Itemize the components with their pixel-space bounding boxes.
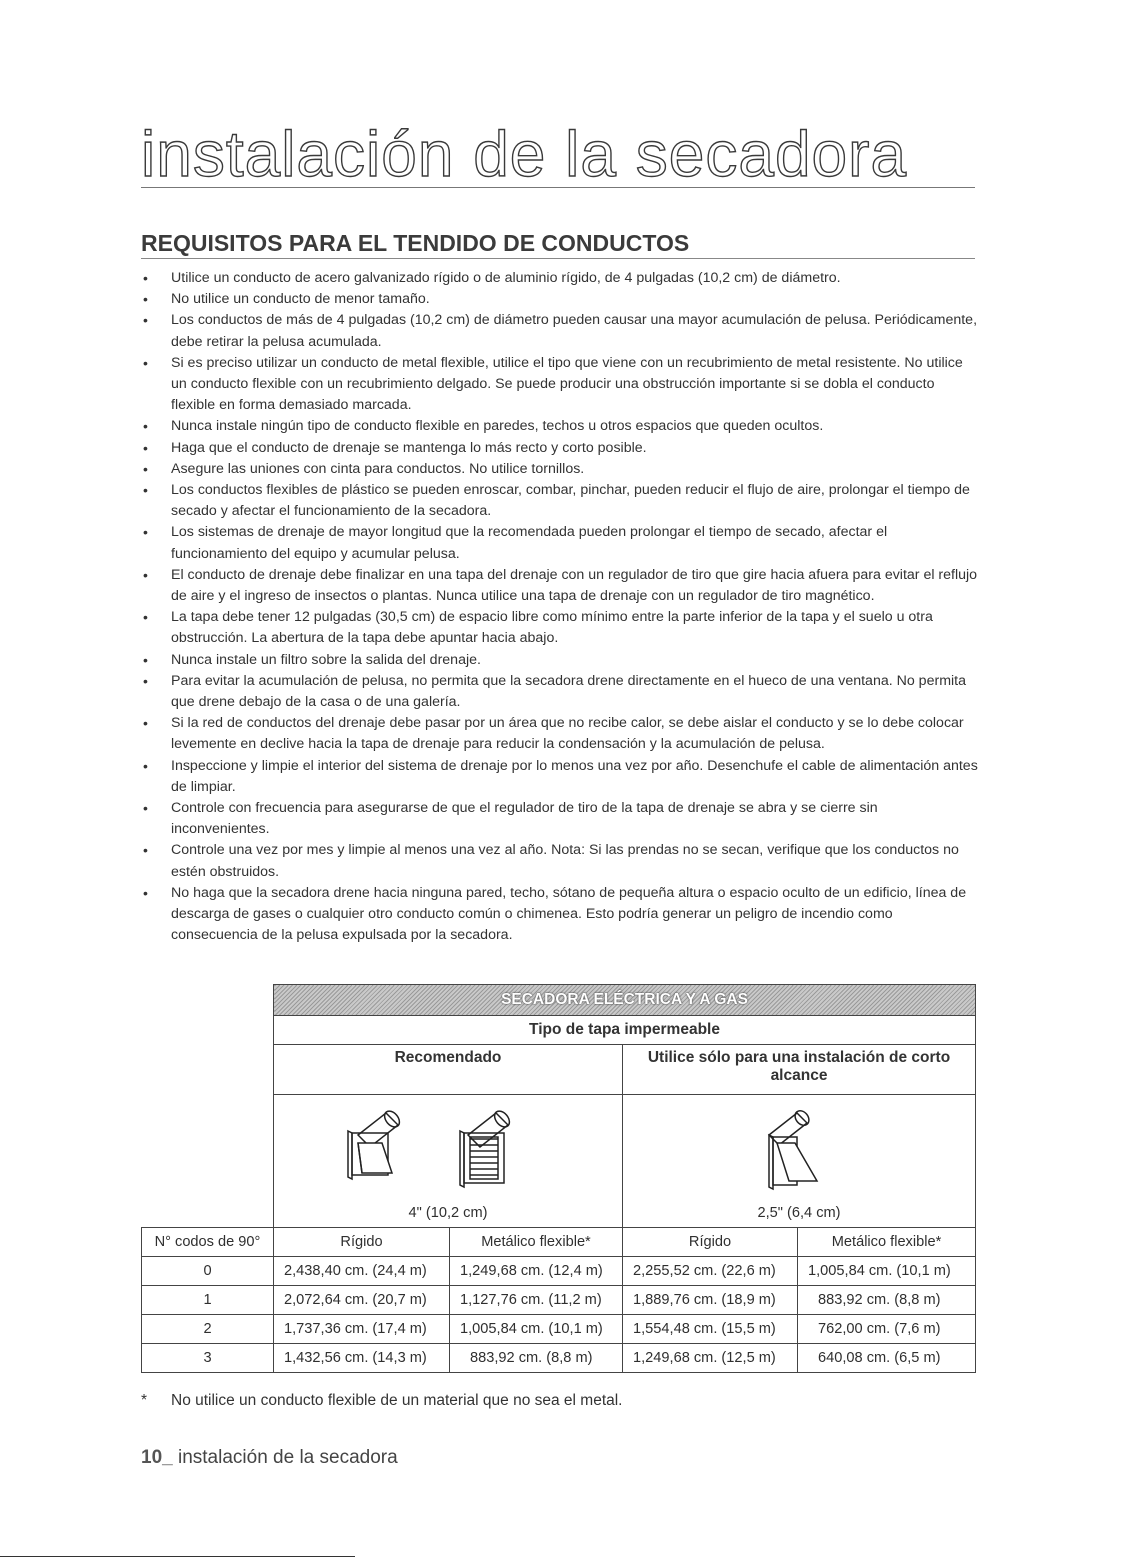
list-item: • Inspeccione y limpie el interior del sistema de drenaje por lo menos una vez por año. Desenchufe el cable de alimentación antes de limpiar. [143, 757, 978, 795]
elbow-count: 2 [142, 1315, 274, 1344]
bullet-icon: • [143, 524, 148, 541]
bullet-icon: • [143, 651, 148, 668]
list-item: • Utilice un conducto de acero galvanizado rígido o de aluminio rígido, de 4 pulgadas (10,2 cm) de diámetro. [141, 268, 979, 289]
col-short-reach: Utilice sólo para una instalación de corto alcance [623, 1045, 976, 1095]
short-reach-cap-illustration [623, 1095, 976, 1200]
title-rule [141, 187, 975, 188]
list-item: • No haga que la secadora drene hacia ninguna pared, techo, sótano de pequeña altura o espacio oculto de un edificio, línea de descarga de gases o cualquier otro conducto común o chimenea. Esto podría generar un peligro de incendio como consecuencia de la pelusa expulsada por la secadora. [143, 884, 967, 944]
bullet-icon: • [143, 800, 148, 817]
rigid-25in-value: 1,889,76 cm. (18,9 m) [623, 1286, 798, 1315]
bullet-icon: • [143, 566, 148, 583]
recommended-caps-illustration [274, 1095, 623, 1200]
list-item: • Los sistemas de drenaje de mayor longitud que la recomendada pueden prolongar el tiempo de secado, afectar el funcionamiento del equipo y acumular pelusa. [143, 524, 888, 562]
rigid-25in-value: 1,554,48 cm. (15,5 m) [623, 1315, 798, 1344]
section-rule [141, 258, 975, 259]
col-recommended: Recomendado [274, 1045, 623, 1095]
bullet-icon: • [143, 757, 148, 774]
list-item: • La tapa debe tener 12 pulgadas (30,5 cm) de espacio libre como mínimo entre la parte inferior de la tapa y el suelo u otra obstrucción. La abertura de la tapa debe apuntar hacia abajo. [143, 609, 933, 647]
elbow-count: 0 [142, 1257, 274, 1286]
flex-25in-value: 640,08 cm. (6,5 m) [798, 1344, 976, 1373]
subheader-flex: Metálico flexible* [798, 1228, 976, 1257]
rigid-4in-value: 2,072,64 cm. (20,7 m) [274, 1286, 450, 1315]
size-recommended: 4" (10,2 cm) [274, 1199, 623, 1228]
table-row [142, 1257, 976, 1286]
flex-25in-value: 762,00 cm. (7,6 m) [798, 1315, 976, 1344]
bullet-icon: • [143, 418, 148, 435]
list-item: • No utilice un conducto de menor tamaño. [141, 289, 979, 310]
page-number: 10_ [141, 1447, 173, 1468]
list-item: • Para evitar la acumulación de pelusa, no permita que la secadora drene directamente en el hueco de una ventana. No permita que drene debajo de la casa o de una galería. [143, 672, 966, 711]
flex-4in-value: 883,92 cm. (8,8 m) [450, 1344, 623, 1373]
flex-4in-value: 1,127,76 cm. (11,2 m) [450, 1286, 623, 1315]
bullet-icon: • [143, 312, 148, 329]
flex-25in-value: 883,92 cm. (8,8 m) [798, 1286, 976, 1315]
rigid-4in-value: 2,438,40 cm. (24,4 m) [274, 1257, 450, 1286]
bullet-icon: • [143, 270, 148, 286]
subheader-rigid: Rígido [274, 1228, 450, 1257]
list-item: • Controle una vez por mes y limpie al menos una vez al año. Nota: Si las prendas no se secan, verifique que los conductos no estén obstruidos. [143, 842, 959, 880]
rigid-25in-value: 2,255,52 cm. (22,6 m) [623, 1257, 798, 1286]
table-header-main: SECADORA ELÉCTRICA Y A GAS [274, 985, 976, 1016]
bullet-icon: • [143, 439, 148, 456]
footnote-text: No utilice un conducto flexible de un material que no sea el metal. [171, 1392, 623, 1409]
table-header-sub: Tipo de tapa impermeable [274, 1016, 976, 1045]
subheader-flex: Metálico flexible* [450, 1228, 623, 1257]
vent-cap-icon [318, 1095, 578, 1195]
footnote [141, 1392, 623, 1410]
list-item: • El conducto de drenaje debe finalizar en una tapa del drenaje con un regulador de tiro que gire hacia afuera para evitar el reflujo de aire y el ingreso de insectos o plantas. Nunca utilice una tapa de drenaje con un regulador de tiro magnético. [143, 566, 978, 605]
row-header-elbows: N° codos de 90° [142, 1228, 274, 1257]
vent-cap-icon [739, 1095, 859, 1195]
footer-text: instalación de la secadora [172, 1447, 398, 1468]
section-heading: REQUISITOS PARA EL TENDIDO DE CONDUCTOS [141, 230, 690, 256]
bullet-icon: • [143, 354, 148, 371]
size-short-reach: 2,5" (6,4 cm) [623, 1199, 976, 1228]
flex-4in-value: 1,005,84 cm. (10,1 m) [450, 1315, 623, 1344]
table-row [142, 1286, 976, 1315]
subheader-rigid: Rígido [623, 1228, 798, 1257]
flex-25in-value: 1,005,84 cm. (10,1 m) [798, 1257, 976, 1286]
page-title: instalación de la secadora [141, 118, 908, 190]
list-item: • Nunca instale ningún tipo de conducto flexible en paredes, techos u otros espacios que queden ocultos. [141, 416, 979, 437]
flex-4in-value: 1,249,68 cm. (12,4 m) [450, 1257, 623, 1286]
bullet-icon: • [143, 609, 148, 626]
requirements-list [141, 268, 979, 947]
rigid-4in-value: 1,737,36 cm. (17,4 m) [274, 1315, 450, 1344]
list-item: • Los conductos de más de 4 pulgadas (10,2 cm) de diámetro pueden causar una mayor acumulación de pelusa. Periódicamente, debe retirar la pelusa acumulada. [143, 312, 978, 350]
list-item: • Nunca instale un filtro sobre la salida del drenaje. [141, 650, 979, 671]
bullet-icon: • [143, 884, 148, 901]
page-footer [141, 1447, 398, 1469]
elbow-count: 1 [142, 1286, 274, 1315]
list-item: • Si es preciso utilizar un conducto de metal flexible, utilice el tipo que viene con un recubrimiento de metal resistente. No utilice un conducto flexible con un recubrimiento delgado. Se puede producir una obstrucción importante si se dobla el conducto flexible en forma demasiado marcada. [143, 354, 963, 414]
rigid-4in-value: 1,432,56 cm. (14,3 m) [274, 1344, 450, 1373]
bullet-icon: • [143, 460, 148, 477]
table-row [142, 1344, 976, 1373]
table-row [142, 1315, 976, 1344]
bullet-icon: • [143, 291, 148, 308]
list-item: • Asegure las uniones con cinta para conductos. No utilice tornillos. [141, 459, 979, 480]
elbow-count: 3 [142, 1344, 274, 1373]
rigid-25in-value: 1,249,68 cm. (12,5 m) [623, 1344, 798, 1373]
list-item: • Los conductos flexibles de plástico se pueden enroscar, combar, pinchar, pueden reducir el flujo de aire, prolongar el tiempo de secado y afectar el funcionamiento de la secadora. [143, 482, 970, 520]
bullet-icon: • [143, 672, 148, 689]
bullet-icon: • [143, 715, 148, 732]
list-item: • Si la red de conductos del drenaje debe pasar por un área que no recibe calor, se debe aislar el conducto y se lo debe colocar levemente en declive hacia la tapa de drenaje para reducir la condensación y la acumulación de pelusa. [143, 715, 964, 753]
bullet-icon: • [143, 842, 148, 859]
crop-line [0, 1556, 355, 1557]
vent-length-table [141, 984, 976, 1373]
list-item: • Controle con frecuencia para asegurarse de que el regulador de tiro de la tapa de drenaje se abra y se cierre sin inconvenientes. [143, 800, 878, 838]
list-item: • Haga que el conducto de drenaje se mantenga lo más recto y corto posible. [141, 438, 979, 459]
footnote-marker: * [141, 1392, 148, 1409]
bullet-icon: • [143, 482, 148, 499]
